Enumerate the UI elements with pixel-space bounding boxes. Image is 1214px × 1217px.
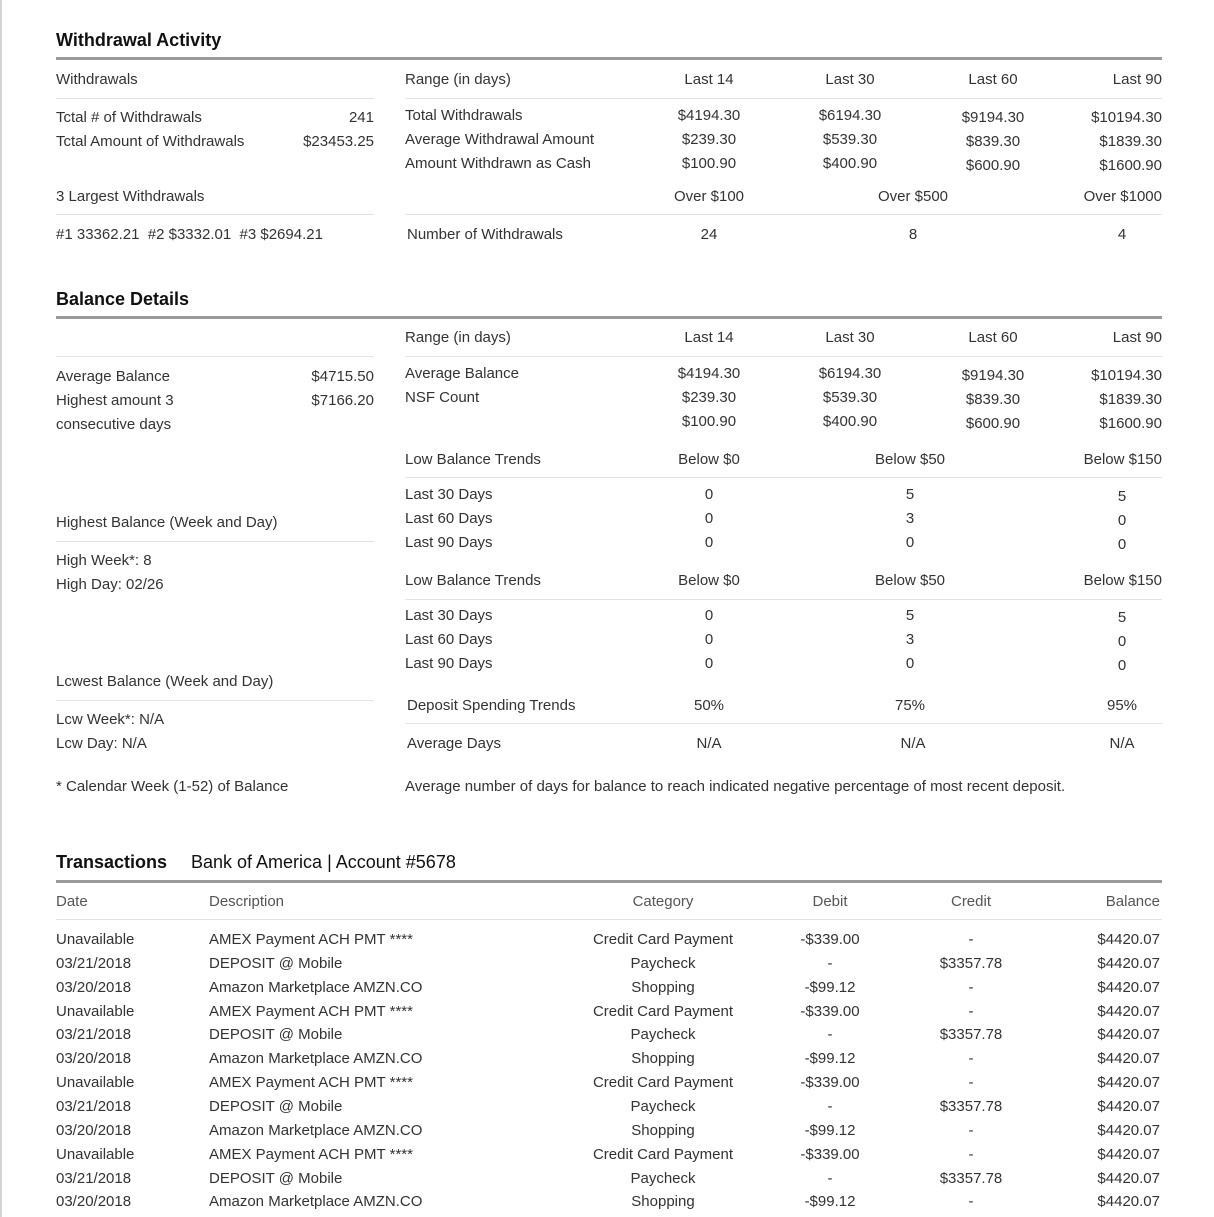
stat-label: Average Withdrawal Amount — [405, 131, 594, 148]
divider — [405, 599, 1162, 600]
divider — [56, 98, 374, 99]
table-row — [56, 1003, 1162, 1027]
trend-value: 0 — [704, 486, 714, 503]
column-header-credit: Credit — [950, 893, 991, 910]
category-cell: Credit Card Payment — [592, 1074, 734, 1091]
transactions-header-row — [56, 893, 1162, 917]
trend-header: Below $0 — [678, 572, 740, 589]
debit-cell: -$99.12 — [804, 1122, 856, 1139]
high-day: High Day: 02/26 — [56, 576, 164, 593]
trend-header: Below $50 — [874, 572, 946, 589]
withdrawal-activity-title: Withdrawal Activity — [56, 30, 222, 50]
credit-cell: $3357.78 — [939, 1170, 1003, 1187]
divider — [405, 356, 1162, 357]
column-header-date: Date — [56, 893, 88, 910]
trend-row-label: Last 60 Days — [405, 631, 493, 648]
balance-cell: $4420.07 — [1097, 979, 1160, 996]
column-header-balance: Balance — [1105, 893, 1160, 910]
description-cell: DEPOSIT @ Mobile — [209, 1098, 343, 1115]
category-cell: Credit Card Payment — [592, 1003, 734, 1020]
divider — [56, 214, 374, 215]
period-header: Last 14 — [684, 71, 734, 88]
date-cell: Unavailable — [56, 1074, 135, 1091]
period-header: Last 60 — [968, 71, 1018, 88]
trend-value: 0 — [704, 655, 714, 672]
stat-value: $400.90 — [822, 413, 878, 430]
credit-cell: - — [968, 1074, 974, 1091]
table-row — [56, 1026, 1162, 1050]
stat-value: $9194.30 — [961, 109, 1025, 126]
date-cell: 03/20/2018 — [56, 979, 132, 996]
high-week: High Week*: 8 — [56, 552, 152, 569]
stat-value: $1839.30 — [1099, 391, 1162, 408]
trend-value: 0 — [704, 534, 714, 551]
section-rule — [56, 57, 1162, 60]
trend-value: 0 — [1117, 657, 1127, 674]
range-label: Range (in days) — [405, 71, 511, 88]
stat-value: $9194.30 — [961, 367, 1025, 384]
lowest-balance-label: Lcwest Balance (Week and Day) — [56, 673, 274, 690]
trend-row-label: Last 90 Days — [405, 534, 493, 551]
page-edge — [0, 0, 2, 1217]
column-header-description: Description — [209, 893, 285, 910]
trend-value: 5 — [905, 607, 915, 624]
debit-cell: -$99.12 — [804, 1050, 856, 1067]
stat-value: $600.90 — [965, 157, 1021, 174]
stat-label: Amount Withdrawn as Cash — [405, 155, 591, 172]
divider — [405, 477, 1162, 478]
debit-cell: -$99.12 — [804, 1193, 856, 1210]
date-cell: 03/20/2018 — [56, 1193, 132, 1210]
number-withdrawals-label: Number of Withdrawals — [407, 226, 563, 243]
description-cell: AMEX Payment ACH PMT **** — [209, 1074, 413, 1091]
balance-cell: $4420.07 — [1097, 1098, 1160, 1115]
date-cell: Unavailable — [56, 931, 135, 948]
deposit-spending-value: 50% — [693, 697, 725, 714]
trend-value: 0 — [1117, 633, 1127, 650]
deposit-spending-value: 75% — [894, 697, 926, 714]
description-cell: DEPOSIT @ Mobile — [209, 955, 343, 972]
trend-row-label: Last 30 Days — [405, 607, 493, 624]
average-balance-value: $4715.50 — [311, 368, 374, 385]
table-row — [56, 979, 1162, 1003]
credit-cell: - — [968, 1003, 974, 1020]
period-header: Last 60 — [968, 329, 1018, 346]
date-cell: 03/21/2018 — [56, 1026, 132, 1043]
category-cell: Paycheck — [630, 1026, 696, 1043]
date-cell: 03/20/2018 — [56, 1050, 132, 1067]
table-row — [56, 1122, 1162, 1146]
category-cell: Paycheck — [630, 1098, 696, 1115]
low-day: Lcw Day: N/A — [56, 735, 147, 752]
highest3-label-cont: consecutive days — [56, 416, 172, 433]
credit-cell: - — [968, 1050, 974, 1067]
table-row — [56, 1146, 1162, 1170]
section-rule — [56, 880, 1162, 883]
trend-value: 0 — [905, 534, 915, 551]
table-row — [56, 931, 1162, 955]
balance-cell: $4420.07 — [1097, 1122, 1160, 1139]
credit-cell: - — [968, 1193, 974, 1210]
table-row — [56, 1193, 1162, 1217]
footnote-average-days: Average number of days for balance to reach indicated negative percentage of most recent deposit. — [405, 778, 1066, 795]
credit-cell: - — [968, 1146, 974, 1163]
debit-cell: -$339.00 — [800, 1146, 860, 1163]
average-balance-label: Average Balance — [56, 368, 170, 385]
balance-cell: $4420.07 — [1097, 1146, 1160, 1163]
stat-value: $10194.30 — [1091, 109, 1162, 126]
divider — [56, 541, 374, 542]
date-cell: Unavailable — [56, 1003, 135, 1020]
category-cell: Credit Card Payment — [592, 931, 734, 948]
threshold-header: Over $500 — [877, 188, 949, 205]
trend-header: Below $150 — [1083, 451, 1162, 468]
withdrawals-label: Withdrawals — [56, 71, 138, 88]
date-cell: Unavailable — [56, 1146, 135, 1163]
description-cell: Amazon Marketplace AMZN.CO — [209, 1122, 423, 1139]
period-header: Last 90 — [1112, 329, 1162, 346]
divider — [56, 919, 1162, 920]
trend-row-label: Last 30 Days — [405, 486, 493, 503]
debit-cell: - — [827, 1098, 833, 1115]
stat-value: $539.30 — [822, 389, 878, 406]
stat-value: $6194.30 — [818, 107, 882, 124]
table-row — [56, 1074, 1162, 1098]
balance-cell: $4420.07 — [1097, 1026, 1160, 1043]
credit-cell: - — [968, 931, 974, 948]
low-balance-trends-label: Low Balance Trends — [405, 451, 541, 468]
stat-value: $100.90 — [681, 413, 737, 430]
trend-value: 0 — [704, 631, 714, 648]
transactions-title: Transactions — [56, 852, 168, 872]
balance-cell: $4420.07 — [1097, 1193, 1160, 1210]
stat-value: $839.30 — [965, 133, 1021, 150]
deposit-spending-value: 95% — [1106, 697, 1138, 714]
average-days-value: N/A — [1109, 735, 1135, 752]
stat-value: $600.90 — [965, 415, 1021, 432]
low-balance-trends-label: Low Balance Trends — [405, 572, 541, 589]
category-cell: Credit Card Payment — [592, 1146, 734, 1163]
debit-cell: - — [827, 1026, 833, 1043]
number-withdrawals-value: 8 — [908, 226, 918, 243]
deposit-spending-label: Deposit Spending Trends — [407, 697, 576, 714]
column-header-category: Category — [632, 893, 694, 910]
stat-value: $1600.90 — [1099, 157, 1162, 174]
trend-value: 0 — [704, 510, 714, 527]
stat-value: $1600.90 — [1099, 415, 1162, 432]
trend-value: 0 — [905, 655, 915, 672]
description-cell: AMEX Payment ACH PMT **** — [209, 1003, 413, 1020]
stat-label: Average Balance — [405, 365, 519, 382]
footnote-calendar-week: * Calendar Week (1-52) of Balance — [56, 778, 289, 795]
debit-cell: -$339.00 — [800, 1003, 860, 1020]
balance-details-title: Balance Details — [56, 289, 190, 309]
trend-value: 3 — [905, 510, 915, 527]
table-row — [56, 1170, 1162, 1194]
debit-cell: -$339.00 — [800, 1074, 860, 1091]
account-name: Bank of America | Account #5678 — [191, 852, 456, 872]
trend-row-label: Last 90 Days — [405, 655, 493, 672]
trend-value: 3 — [905, 631, 915, 648]
credit-cell: - — [968, 1122, 974, 1139]
stat-value: $539.30 — [822, 131, 878, 148]
total-amount-label: Tctal Amount of Withdrawals — [56, 133, 245, 150]
average-days-value: N/A — [696, 735, 722, 752]
trend-header: Below $150 — [1083, 572, 1162, 589]
period-header: Last 90 — [1112, 71, 1162, 88]
credit-cell: $3357.78 — [939, 955, 1003, 972]
trend-value: 0 — [1117, 536, 1127, 553]
highest3-value: $7166.20 — [311, 392, 374, 409]
low-week: Lcw Week*: N/A — [56, 711, 165, 728]
description-cell: AMEX Payment ACH PMT **** — [209, 1146, 413, 1163]
largest-withdrawals-label: 3 Largest Withdrawals — [56, 188, 205, 205]
divider — [405, 723, 1162, 724]
category-cell: Shopping — [631, 979, 695, 996]
category-cell: Paycheck — [630, 955, 696, 972]
credit-cell: - — [968, 979, 974, 996]
stat-value: $1839.30 — [1099, 133, 1162, 150]
stat-value: $239.30 — [681, 389, 737, 406]
date-cell: 03/20/2018 — [56, 1122, 132, 1139]
category-cell: Shopping — [631, 1122, 695, 1139]
divider — [56, 356, 374, 357]
debit-cell: - — [827, 955, 833, 972]
debit-cell: -$339.00 — [800, 931, 860, 948]
stat-value: $10194.30 — [1091, 367, 1162, 384]
average-days-value: N/A — [900, 735, 926, 752]
average-days-label: Average Days — [407, 735, 501, 752]
description-cell: Amazon Marketplace AMZN.CO — [209, 979, 423, 996]
stat-value: $239.30 — [681, 131, 737, 148]
largest-withdrawals-values: #1 33362.21 #2 $3332.01 #3 $2694.21 — [56, 226, 323, 243]
stat-value: $100.90 — [681, 155, 737, 172]
period-header: Last 14 — [684, 329, 734, 346]
balance-cell: $4420.07 — [1097, 1050, 1160, 1067]
balance-cell: $4420.07 — [1097, 1170, 1160, 1187]
description-cell: Amazon Marketplace AMZN.CO — [209, 1193, 423, 1210]
description-cell: AMEX Payment ACH PMT **** — [209, 931, 413, 948]
credit-cell: $3357.78 — [939, 1026, 1003, 1043]
balance-cell: $4420.07 — [1097, 955, 1160, 972]
balance-cell: $4420.07 — [1097, 1074, 1160, 1091]
number-withdrawals-value: 4 — [1117, 226, 1127, 243]
date-cell: 03/21/2018 — [56, 1098, 132, 1115]
threshold-header: Over $100 — [673, 188, 745, 205]
trend-value: 0 — [704, 607, 714, 624]
threshold-header: Over $1000 — [1083, 188, 1162, 205]
category-cell: Paycheck — [630, 1170, 696, 1187]
stat-value: $4194.30 — [677, 107, 741, 124]
table-row — [56, 1098, 1162, 1122]
range-label: Range (in days) — [405, 329, 511, 346]
number-withdrawals-value: 24 — [700, 226, 718, 243]
description-cell: DEPOSIT @ Mobile — [209, 1170, 343, 1187]
divider — [405, 214, 1162, 215]
divider — [56, 700, 374, 701]
trend-value: 5 — [1117, 488, 1127, 505]
trend-value: 5 — [905, 486, 915, 503]
description-cell: Amazon Marketplace AMZN.CO — [209, 1050, 423, 1067]
total-count-value: 241 — [348, 109, 374, 126]
description-cell: DEPOSIT @ Mobile — [209, 1026, 343, 1043]
date-cell: 03/21/2018 — [56, 955, 132, 972]
total-amount-value: $23453.25 — [303, 133, 374, 150]
stat-value: $839.30 — [965, 391, 1021, 408]
period-header: Last 30 — [825, 71, 875, 88]
period-header: Last 30 — [825, 329, 875, 346]
trend-value: 5 — [1117, 609, 1127, 626]
stat-label: Total Withdrawals — [405, 107, 523, 124]
category-cell: Shopping — [631, 1193, 695, 1210]
highest-balance-label: Highest Balance (Week and Day) — [56, 514, 278, 531]
table-row — [56, 955, 1162, 979]
highest3-label: Highest amount 3 — [56, 392, 174, 409]
divider — [405, 98, 1162, 99]
stat-label: NSF Count — [405, 389, 480, 406]
debit-cell: - — [827, 1170, 833, 1187]
total-count-label: Tctal # of Withdrawals — [56, 109, 202, 126]
debit-cell: -$99.12 — [804, 979, 856, 996]
table-row — [56, 1050, 1162, 1074]
section-rule — [56, 316, 1162, 319]
trend-header: Below $50 — [874, 451, 946, 468]
column-header-debit: Debit — [812, 893, 848, 910]
stat-value: $4194.30 — [677, 365, 741, 382]
balance-cell: $4420.07 — [1097, 931, 1160, 948]
date-cell: 03/21/2018 — [56, 1170, 132, 1187]
balance-cell: $4420.07 — [1097, 1003, 1160, 1020]
category-cell: Shopping — [631, 1050, 695, 1067]
credit-cell: $3357.78 — [939, 1098, 1003, 1115]
stat-value: $400.90 — [822, 155, 878, 172]
stat-value: $6194.30 — [818, 365, 882, 382]
trend-value: 0 — [1117, 512, 1127, 529]
trend-header: Below $0 — [678, 451, 740, 468]
trend-row-label: Last 60 Days — [405, 510, 493, 527]
